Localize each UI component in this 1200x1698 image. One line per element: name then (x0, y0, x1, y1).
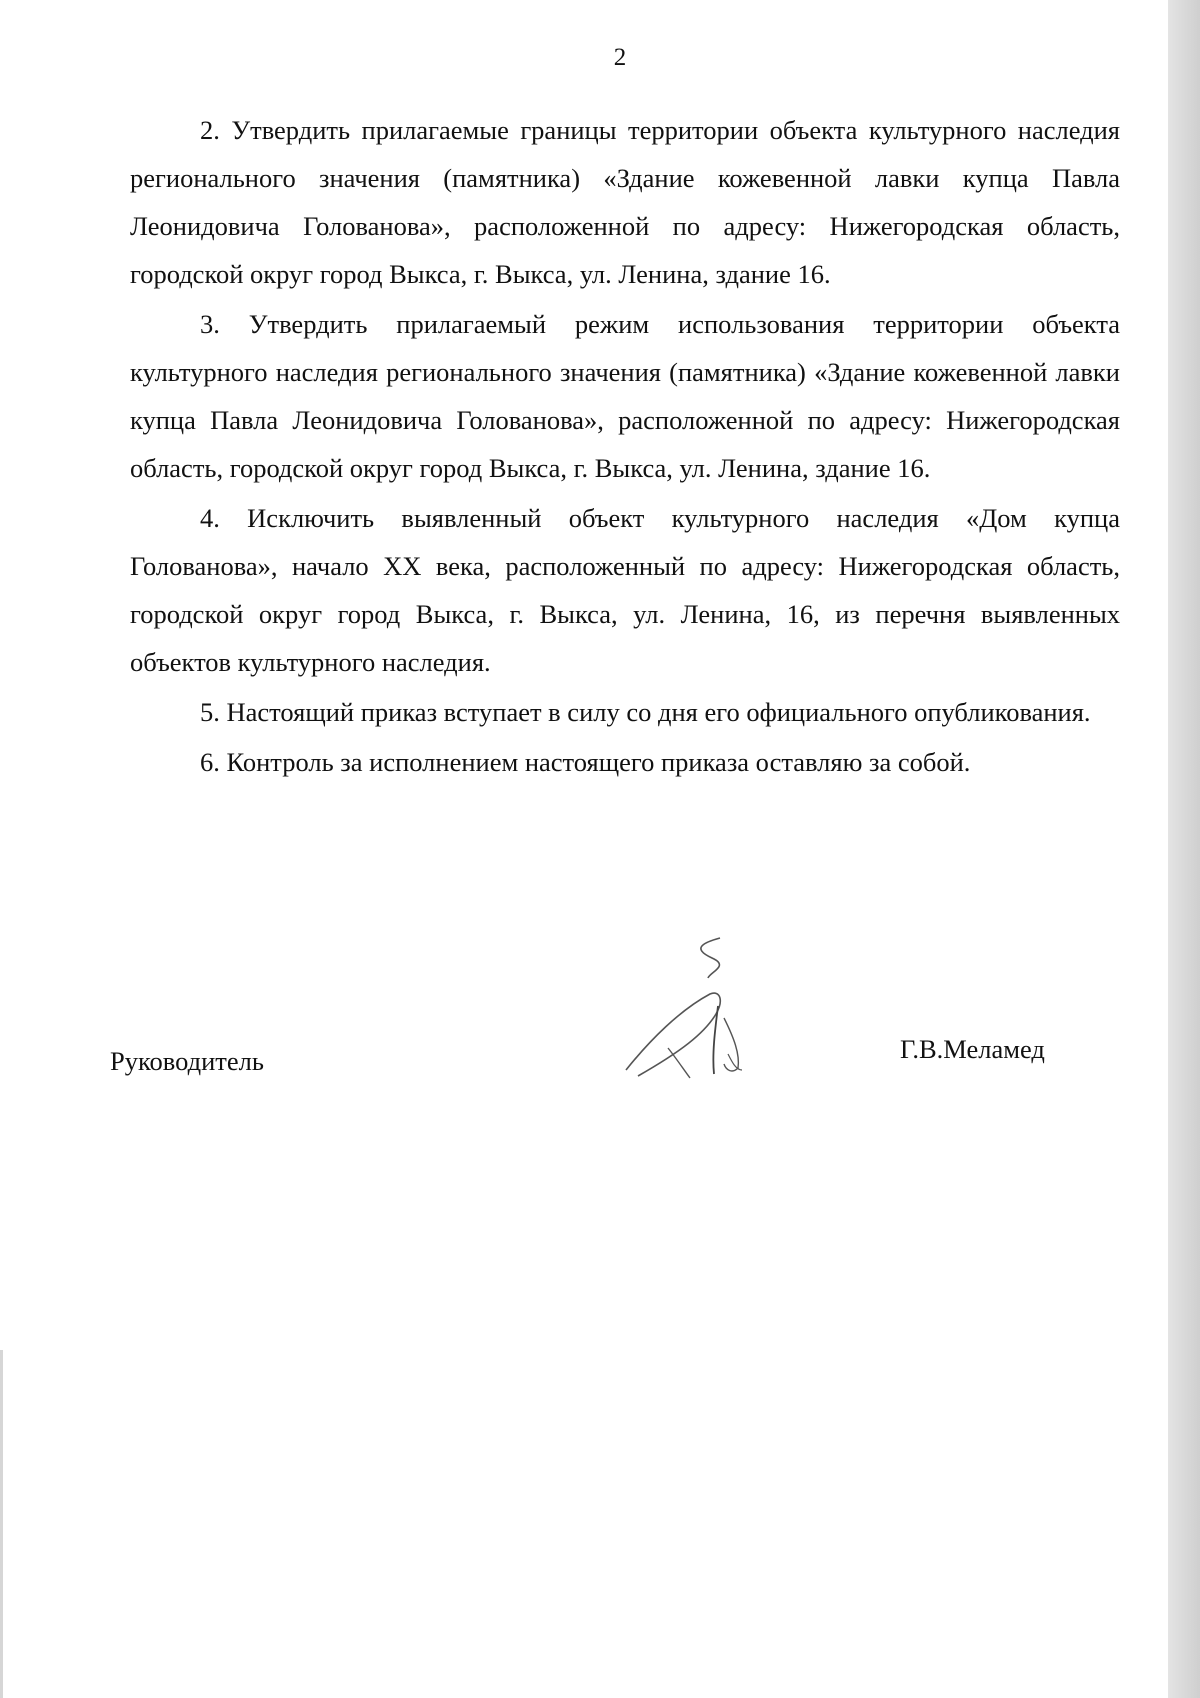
paragraph-5: 5. Настоящий приказ вступает в силу со дня его официального опубликования. (200, 697, 1091, 727)
paragraph-2: 2. Утвердить прилагаемые границы территории объекта культурного наследия регионального значения (памятника) «Здание кожевенной лавки купца Павла Леонидовича Голованова», расположенной по адресу: Нижегородская область, городской округ город Выкса, г. Выкса, ул. Ленина, здание 16. (130, 115, 1120, 289)
document-body (130, 106, 1120, 788)
signatory-name: Г.В.Меламед (900, 1034, 1045, 1064)
scan-edge-shadow (1168, 0, 1200, 1698)
paragraph-6: 6. Контроль за исполнением настоящего приказа оставляю за собой. (200, 747, 971, 777)
signatory-role: Руководитель (110, 1046, 264, 1076)
scan-edge-left (0, 1350, 3, 1698)
page-number: 2 (613, 44, 627, 71)
paragraph-3: 3. Утвердить прилагаемый режим использования территории объекта культурного наследия регионального значения (памятника) «Здание кожевенной лавки купца Павла Леонидовича Голованова», расположенной по адресу: Нижегородская область, городской округ город Выкса, г. Выкса, ул. Ленина, здание 16. (130, 309, 1120, 483)
signature-row (110, 1030, 1070, 1090)
paragraph-4: 4. Исключить выявленный объект культурного наследия «Дом купца Голованова», начало XX века, расположенный по адресу: Нижегородская область, городской округ город Выкса, г. Выкса, ул. Ленина, 16, из перечня выявленных объектов культурного наследия. (130, 503, 1120, 677)
